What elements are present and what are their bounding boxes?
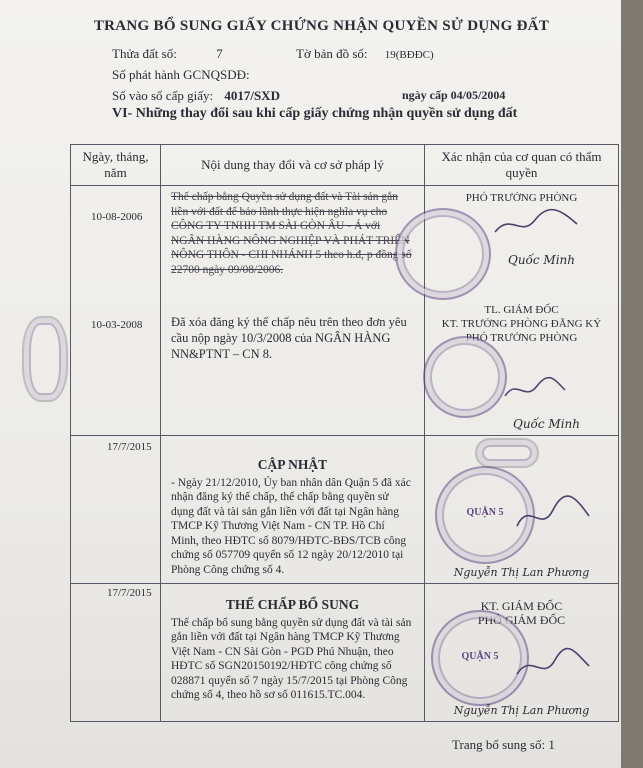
approval-cell (425, 436, 619, 584)
row-heading: CẬP NHẬT (257, 457, 328, 472)
changes-table (70, 144, 619, 722)
margin-stamp-icon (22, 316, 68, 402)
row-content: Đã xóa đăng ký thế chấp nêu trên theo đơn yêu cầu nộp ngày 10/3/2008 của NGÂN HÀNG NN&PTNT – CN 8. (171, 315, 407, 361)
row-content-block (171, 458, 414, 577)
date-cell (71, 186, 161, 436)
row-content: - Ngày 21/12/2010, Ủy ban nhân dân Quận 5 đã xác nhận đăng ký thế chấp, thế chấp bằng quyền sử dụng đất và tài sản gắn liền với đất tại Ngân hàng TMCP Kỹ Thương Việt Nam - CN TP. Hồ Chí Minh, theo HĐTC số 8079/HĐTC-BĐS/TCB công chứng số 057709 quyển số 12 ngày 20/12/2010 tại Phòng Công chứng số 4. (171, 476, 411, 576)
table-row (71, 186, 619, 436)
map-value: 19(BĐĐC) (384, 49, 434, 61)
table-row (71, 436, 619, 584)
approval-signer: Nguyễn Thị Lan Phương (453, 566, 590, 579)
approval-title: PHÓ TRƯỞNG PHÒNG (465, 332, 578, 344)
row-content: Thế chấp bổ sung bằng quyền sử dụng đất và tài sản gắn liền với đất tại Ngân hàng TMCP Kỹ Thương Việt Nam - CN Sài Gòn - PGD Phú Nhuận, theo HĐTC số SGN20150192/HĐTC công chứng số 028871 quyển số 7 ngày 15/7/2015 tại Phòng Công chứng số 4, theo hồ sơ số 011615.TC.004. (171, 616, 412, 701)
row-date: 17/7/2015 (107, 441, 152, 453)
parcel-line (112, 46, 223, 62)
content-cell (161, 436, 425, 584)
signature-icon (513, 490, 593, 540)
content-cell (161, 584, 425, 722)
document-title: TRANG BỔ SUNG GIẤY CHỨNG NHẬN QUYỀN SỬ DỤNG ĐẤT (93, 18, 550, 34)
parcel-label: Thửa đất số: (112, 46, 177, 61)
approval-signer: Nguyễn Thị Lan Phương (453, 704, 590, 717)
approval-title: PHÓ GIÁM ĐỐC (477, 613, 566, 627)
table-header-row (71, 145, 619, 186)
row-content-block (171, 598, 414, 703)
background-edge (621, 0, 643, 768)
approval-title: PHÓ TRƯỞNG PHÒNG (465, 192, 578, 204)
row-content: Thế chấp bằng Quyền sử dụng đất và Tài sản gắn liền với đất để bảo lãnh thực hiện nghĩa vụ cho CÔNG TY TNHH TM SÀI GÒN ÂU - Á với NGÂN HÀNG NÔNG NGHIỆP VÀ PHÁT TRIỂN NÔNG THÔN - CHI NHÁNH 5 theo h.đ, p đồng số 22700 ngày 09/08/2006. (171, 191, 412, 276)
row-date: 10-03-2008 (91, 319, 143, 331)
registry-line (112, 88, 280, 104)
approval-title: KT. TRƯỞNG PHÒNG ĐĂNG KÝ (441, 318, 602, 330)
approval-title: TL. GIÁM ĐỐC (484, 304, 559, 316)
date-cell (71, 584, 161, 722)
stamp-label: QUẬN 5 (461, 651, 499, 662)
issue-number-label: Số phát hành GCNQSDĐ: (112, 67, 250, 82)
approval-signer: Quốc Minh (507, 253, 576, 267)
date-cell (71, 436, 161, 584)
approval-title: KT. GIÁM ĐỐC (480, 599, 563, 613)
row-date: 10-08-2006 (91, 211, 143, 223)
header-content: Nội dung thay đổi và cơ sở pháp lý (161, 145, 425, 186)
signature-icon (499, 372, 569, 408)
section-title: VI- Những thay đổi sau khi cấp giấy chứng nhận quyền sử dụng đất (112, 106, 518, 121)
page-footer: Trang bổ sung số: 1 (452, 737, 555, 752)
approval-signer: Quốc Minh (512, 417, 581, 431)
signature-icon (513, 644, 593, 688)
stamp-label: QUẬN 5 (466, 507, 504, 518)
header-approval: Xác nhận của cơ quan có thẩm quyền (425, 145, 619, 186)
registry-value: 4017/SXD (224, 88, 280, 103)
issue-date: ngày cấp 04/05/2004 (402, 88, 506, 102)
parcel-value: 7 (216, 46, 223, 61)
map-line (296, 46, 434, 62)
header-date: Ngày, tháng, năm (71, 145, 161, 186)
approval-cell (425, 584, 619, 722)
official-stamp-icon (423, 336, 507, 418)
approval-cell (425, 186, 619, 436)
signature-icon (491, 204, 581, 244)
registry-label: Số vào sổ cấp giấy: (112, 88, 214, 103)
row-date: 17/7/2015 (107, 587, 152, 599)
content-cell (161, 186, 425, 436)
row-heading: THẾ CHẤP BỔ SUNG (225, 597, 360, 612)
table-row (71, 584, 619, 722)
faded-stamp-icon (475, 438, 539, 468)
map-label: Tờ bản đồ số: (296, 46, 368, 61)
